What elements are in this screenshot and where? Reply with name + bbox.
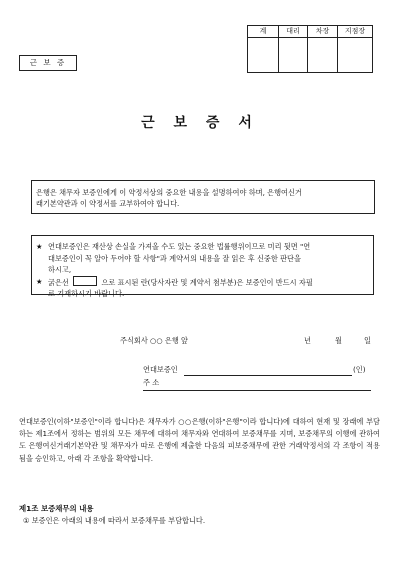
approval-sign-cell[interactable] bbox=[338, 38, 373, 73]
approval-sign-cell[interactable] bbox=[308, 38, 338, 73]
warning-line: 로 기재하시기 바랍니다. bbox=[48, 289, 125, 298]
warning-line: 대보증인이 꼭 알아 두어야 할 사항"과 계약서의 내용을 잘 읽은 후 신중한 판단을 bbox=[48, 253, 301, 263]
article-1-title: 제1조 보증채무의 내용 bbox=[19, 504, 94, 513]
approval-header: 차장 bbox=[308, 26, 338, 38]
document-type-label: 근 보 증 bbox=[19, 55, 77, 71]
warning-line: 연대보증인은 재산상 손실을 가져올 수도 있는 중요한 법률행위이므로 미리 뒷면 "연 bbox=[48, 242, 311, 251]
guarantor-name-field[interactable] bbox=[184, 375, 352, 376]
star-icon: ★ bbox=[36, 276, 43, 286]
seal-label: (인) bbox=[353, 365, 366, 374]
notice-line: 래기본약관과 이 약정서를 교부하여야 합니다. bbox=[36, 199, 180, 208]
warning-item bbox=[36, 241, 369, 276]
notice-box bbox=[31, 180, 375, 214]
address-field[interactable] bbox=[143, 390, 371, 391]
warning-box bbox=[31, 235, 374, 298]
date-year-label: 년 bbox=[304, 336, 311, 345]
date-month-label: 월 bbox=[335, 336, 342, 345]
guarantor-label: 연대보증인 bbox=[143, 365, 178, 374]
approval-table bbox=[247, 25, 373, 73]
date-day-label: 일 bbox=[364, 336, 371, 345]
bold-box-icon bbox=[73, 276, 97, 286]
warning-line: 하시고, bbox=[48, 265, 72, 274]
page-title: 근 보 증 서 bbox=[141, 115, 259, 131]
approval-header: 대리 bbox=[279, 26, 308, 38]
star-icon: ★ bbox=[36, 242, 43, 251]
article-1-item-1: ① 보증인은 아래의 내용에 따라서 보증채무를 부담합니다. bbox=[23, 516, 206, 525]
main-paragraph: 연대보증인(이하"보증인"이라 합니다)은 채무자가 ○○은행(이하"은행"이라 합니다)에 대하여 현재 및 장래에 부담하는 제1조에서 정하는 범위의 모든 채무에 대하여 채무자와 연대하여 보증채무를 지며, 보증채무의 이행에 관하여도 은행여신거래기본약관 및 채무자가 따로 은행에 제출한 다음의 피보증채무에 관한 거래약정서의 각 조항이 적용됨을 승인하고, 아래 각 조항을 확약합니다. bbox=[19, 417, 380, 463]
notice-line: 은행은 채무자 보증인에게 이 약정서상의 중요한 내용을 설명하여야 하며, 은행여신거 bbox=[36, 188, 302, 197]
warning-text: 굵은선 bbox=[48, 277, 69, 287]
warning-item bbox=[36, 276, 369, 300]
addressee-bank: 주식회사 ○○ 은행 앞 bbox=[120, 336, 188, 345]
approval-header: 계 bbox=[248, 26, 279, 38]
warning-text: 으로 표시된 란(당사자란 및 계약서 첨부분)은 보증인이 반드시 자필 bbox=[101, 277, 313, 287]
approval-sign-cell[interactable] bbox=[248, 38, 279, 73]
approval-header: 지점장 bbox=[338, 26, 373, 38]
approval-sign-cell[interactable] bbox=[279, 38, 308, 73]
address-label: 주 소 bbox=[143, 378, 160, 387]
